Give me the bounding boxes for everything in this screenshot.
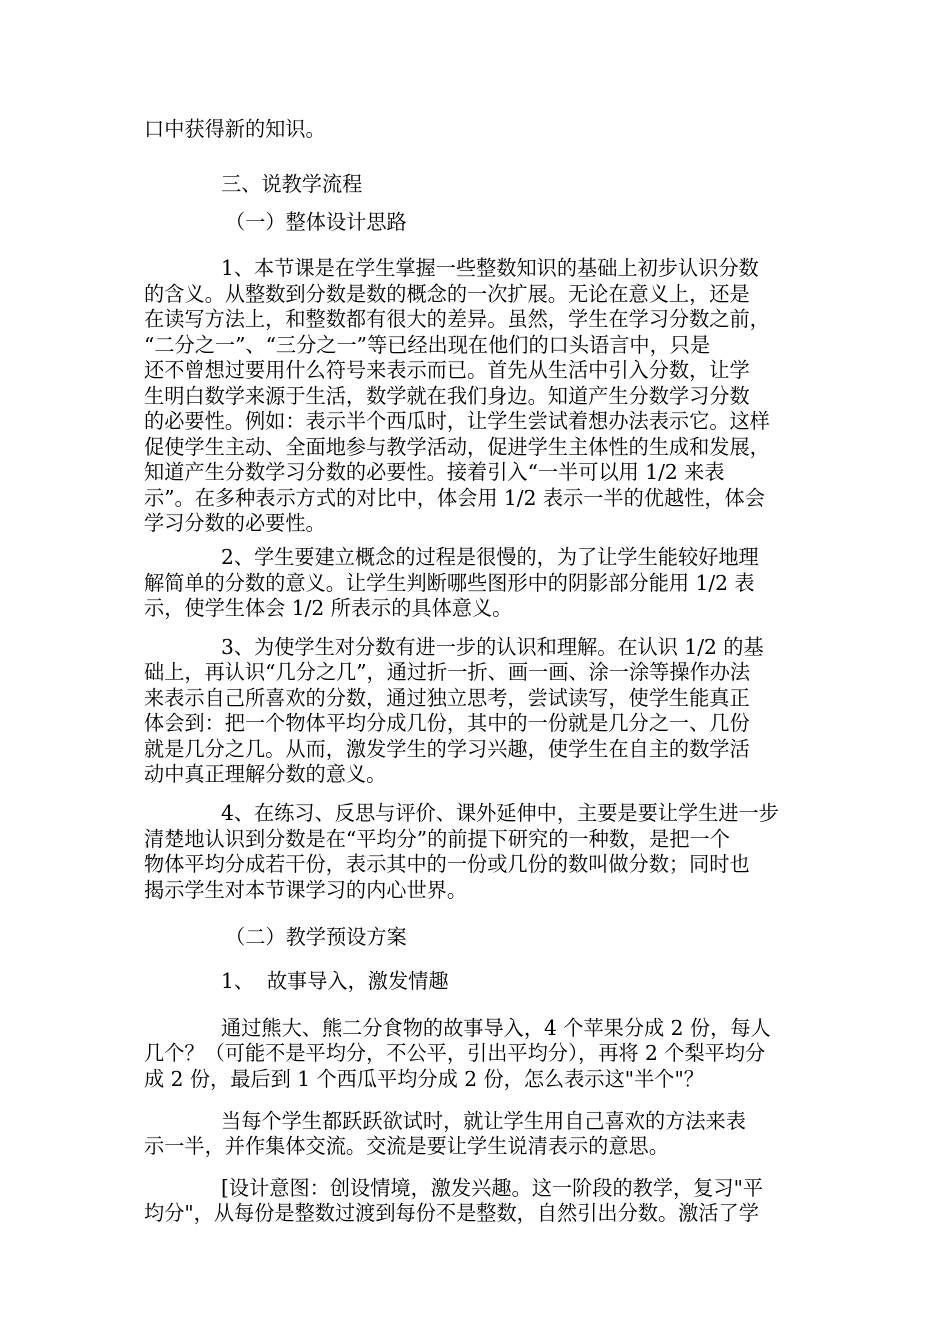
subsection-heading: （一）整体设计思路 <box>225 210 407 234</box>
paragraph-line: 均分"，从每份是整数过渡到每份不是整数，自然引出分数。激活了学 <box>144 1201 759 1225</box>
paragraph-line: 示”。在多种表示方式的对比中，体会用 1/2 表示一半的优越性，体会 <box>144 486 765 510</box>
paragraph-line: 学习分数的必要性。 <box>144 511 326 535</box>
paragraph-line: 促使学生主动、全面地参与教学活动，促进学生主体性的生成和发展， <box>144 435 770 459</box>
paragraph-line: 2、学生要建立概念的过程是很慢的，为了让学生能较好地理 <box>221 545 759 569</box>
paragraph-line: 解简单的分数的意义。让学生判断哪些图形中的阴影部分能用 1/2 表 <box>144 571 755 595</box>
paragraph-line: “二分之一”、“三分之一”等已经出现在他们的口头语言中，只是 <box>144 333 711 357</box>
paragraph-line: 示一半，并作集体交流。交流是要让学生说清表示的意思。 <box>144 1134 669 1158</box>
paragraph-line: 的必要性。例如：表示半个西瓜时，让学生尝试着想办法表示它。这样 <box>144 409 770 433</box>
paragraph-line: 清楚地认识到分数是在“平均分”的前提下研究的一种数，是把一个 <box>144 827 730 851</box>
paragraph-line: 动中真正理解分数的意义。 <box>144 762 387 786</box>
paragraph-line: 几个？（可能不是平均分，不公平，引出平均分），再将 2 个梨平均分 <box>144 1041 766 1065</box>
paragraph-line: 1、本节课是在学生掌握一些整数知识的基础上初步认识分数 <box>221 256 759 280</box>
section-heading: 三、说教学流程 <box>221 172 363 196</box>
paragraph-line: 础上，再认识“几分之几”，通过折一折、画一画、涂一涂等操作办法 <box>144 660 751 684</box>
subsection-heading: （二）教学预设方案 <box>225 925 407 949</box>
paragraph-line: 体会到：把一个物体平均分成几份，其中的一份就是几分之一、几份 <box>144 711 750 735</box>
paragraph-line: 在读写方法上，和整数都有很大的差异。虽然，学生在学习分数之前， <box>144 307 770 331</box>
paragraph-line: [设计意图：创设情境，激发兴趣。这一阶段的教学，复习"平 <box>221 1176 764 1200</box>
step-heading: 1、 故事导入，激发情趣 <box>221 969 449 993</box>
paragraph-line: 来表示自己所喜欢的分数，通过独立思考，尝试读写，使学生能真正 <box>144 686 750 710</box>
paragraph-line: 成 2 份，最后到 1 个西瓜平均分成 2 份，怎么表示这"半个"？ <box>144 1067 704 1091</box>
paragraph-line: 还不曾想过要用什么符号来表示而已。首先从生活中引入分数，让学 <box>144 358 750 382</box>
paragraph-line: 口中获得新的知识。 <box>144 117 326 141</box>
paragraph-line: 知道产生分数学习分数的必要性。接着引入“一半可以用 1/2 来表 <box>144 460 725 484</box>
paragraph-line: 3、为使学生对分数有进一步的认识和理解。在认识 1/2 的基 <box>221 635 764 659</box>
paragraph-line: 的含义。从整数到分数是数的概念的一次扩展。无论在意义上，还是 <box>144 282 750 306</box>
paragraph-line: 通过熊大、熊二分食物的故事导入，4 个苹果分成 2 份，每人 <box>221 1016 771 1040</box>
paragraph-line: 示，使学生体会 1/2 所表示的具体意义。 <box>144 596 513 620</box>
paragraph-line: 生明白数学来源于生活，数学就在我们身边。知道产生分数学习分数 <box>144 384 750 408</box>
paragraph-line: 就是几分之几。从而，激发学生的学习兴趣，使学生在自主的数学活 <box>144 737 750 761</box>
paragraph-line: 当每个学生都跃跃欲试时，就让学生用自己喜欢的方法来表 <box>221 1109 746 1133</box>
paragraph-line: 物体平均分成若干份，表示其中的一份或几份的数叫做分数；同时也 <box>144 852 750 876</box>
paragraph-line: 揭示学生对本节课学习的内心世界。 <box>144 878 468 902</box>
paragraph-line: 4、在练习、反思与评价、课外延伸中，主要是要让学生进一步 <box>221 801 779 825</box>
